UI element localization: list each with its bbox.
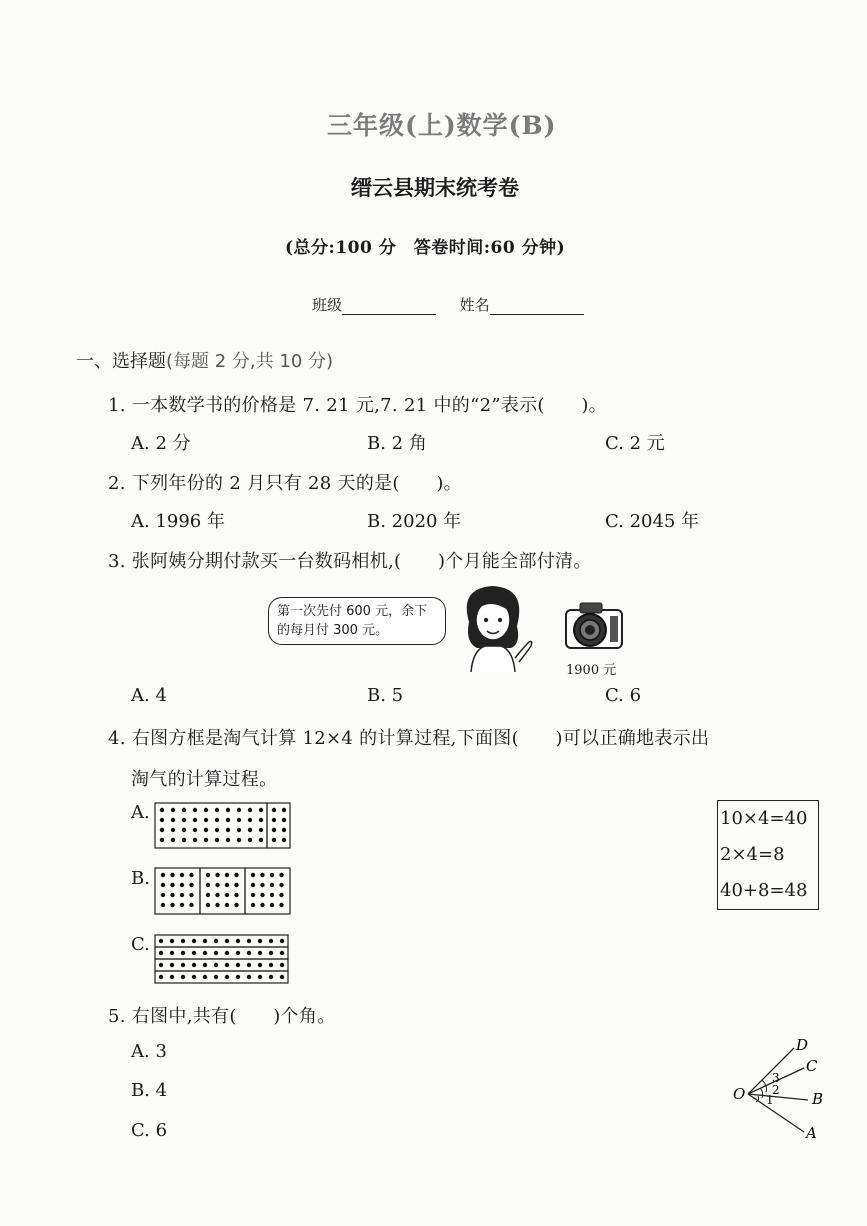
question-4-line2: 淘气的计算过程。 (131, 769, 278, 790)
exam-subtitle: 缙云县期末统考卷 (351, 175, 519, 200)
q3-option-b[interactable]: B. 5 (367, 685, 404, 706)
calc-line-2: 2×4=8 (720, 844, 785, 865)
q5-option-b[interactable]: B. 4 (131, 1080, 168, 1101)
angle-diagram (728, 1036, 828, 1140)
calculation-box (717, 800, 819, 910)
q4-option-b-label[interactable]: B. (131, 868, 150, 889)
q1-option-c[interactable]: C. 2 元 (605, 433, 665, 454)
class-blank[interactable] (342, 300, 436, 315)
q2-option-c[interactable]: C. 2045 年 (605, 511, 700, 532)
q4-option-a-label[interactable]: A. (131, 802, 150, 823)
calc-line-3: 40+8=48 (720, 880, 808, 901)
q5-option-a[interactable]: A. 3 (131, 1041, 167, 1062)
ray-d-label: D (796, 1036, 809, 1054)
woman-illustration (455, 582, 535, 674)
q1-option-b[interactable]: B. 2 角 (367, 433, 427, 454)
speech-bubble: 第一次先付 600 元，余下的每月付 300 元。 (268, 597, 446, 645)
page-title: 三年级(上)数学(B) (327, 111, 557, 140)
name-label: 姓名 (459, 296, 490, 314)
section-title: 一、选择题 (76, 351, 166, 372)
angle-mark-3: 3 (772, 1071, 780, 1085)
exam-meta: (总分:100 分 答卷时间:60 分钟) (285, 238, 566, 258)
ray-c-label: C (806, 1057, 818, 1075)
student-info (312, 294, 584, 315)
dot-array-b (154, 867, 292, 916)
ray-a-label: A (806, 1124, 817, 1140)
q3-option-a[interactable]: A. 4 (131, 685, 167, 706)
question-5: 5. 右图中,共有( )个角。 (108, 1006, 336, 1027)
question-1: 1. 一本数学书的价格是 7. 21 元,7. 21 中的“2”表示( )。 (108, 395, 607, 416)
q2-option-b[interactable]: B. 2020 年 (367, 511, 462, 532)
angle-mark-2: 2 (772, 1083, 780, 1097)
q2-option-a[interactable]: A. 1996 年 (131, 511, 225, 532)
q5-option-c[interactable]: C. 6 (131, 1120, 168, 1141)
camera-illustration (560, 600, 628, 654)
q4-option-c-label[interactable]: C. (131, 934, 150, 955)
class-label: 班级 (312, 296, 343, 314)
section-note: (每题 2 分,共 10 分) (166, 351, 334, 372)
q3-option-c[interactable]: C. 6 (605, 685, 642, 706)
name-blank[interactable] (490, 300, 584, 315)
dot-array-c (154, 934, 290, 984)
section-heading (76, 347, 333, 373)
q1-option-a[interactable]: A. 2 分 (131, 433, 191, 454)
calc-line-1: 10×4=40 (720, 808, 808, 829)
question-3: 3. 张阿姨分期付款买一台数码相机,( )个月能全部付清。 (108, 551, 592, 572)
angle-mark-1: 1 (766, 1093, 774, 1107)
dot-array-a (154, 802, 292, 850)
camera-price: 1900 元 (566, 663, 617, 678)
ray-b-label: B (812, 1090, 824, 1108)
question-4-line1: 4. 右图方框是淘气计算 12×4 的计算过程,下面图( )可以正确地表示出 (108, 728, 710, 749)
question-2: 2. 下列年份的 2 月只有 28 天的是( )。 (108, 473, 462, 494)
vertex-o-label: O (733, 1085, 746, 1103)
